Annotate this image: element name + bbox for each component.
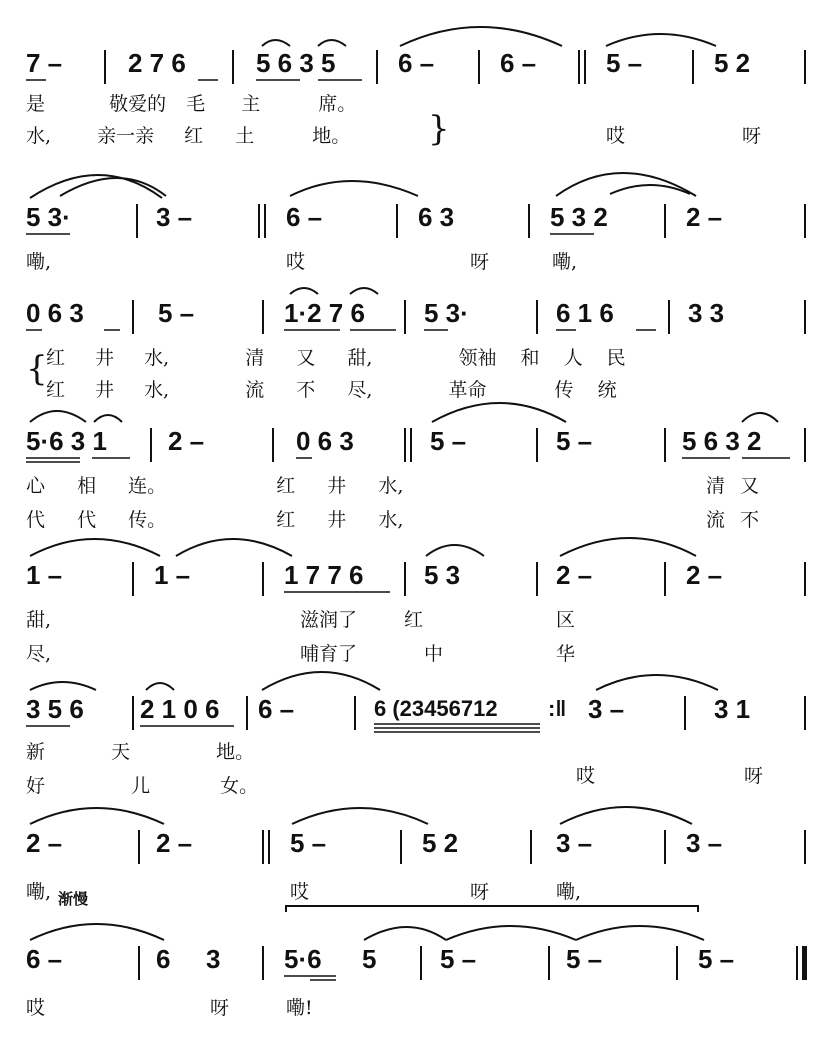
measure-4: 5 – [440, 944, 477, 974]
slur [606, 34, 716, 46]
measure-3: 5 – [290, 828, 327, 858]
slur [560, 807, 692, 824]
measure-6: 2 – [686, 202, 723, 232]
lyric-word: 嘞, [26, 881, 52, 903]
measure-6: 5 6 3 2 [682, 426, 762, 456]
lyric-word: 呀 [470, 881, 490, 903]
lyric-word: 地。 [216, 741, 255, 763]
final-barline [802, 946, 807, 980]
slur [176, 539, 292, 556]
lyric-word: 传 [554, 379, 574, 401]
lyric-word: 呀 [742, 125, 762, 147]
measure-1: 5·6 3 1 [26, 426, 107, 456]
system-8 [0, 944, 829, 1004]
barline [684, 696, 686, 730]
lyric-line-3b [46, 378, 617, 402]
lyric-word: 呀 [470, 251, 490, 273]
barline [536, 300, 538, 334]
lyric-line-3a [46, 346, 626, 370]
lyric-word: 统 [597, 379, 617, 401]
barline [664, 562, 666, 596]
lyric-line-6a [26, 740, 254, 764]
lyric-line-1a [26, 92, 356, 116]
barline [804, 428, 806, 462]
barline [268, 830, 270, 864]
barline [354, 696, 356, 730]
measure-2: 3 – [156, 202, 193, 232]
slur [446, 926, 576, 940]
measure-5: 3 – [588, 694, 625, 724]
lyric-word: 甜, [347, 347, 373, 369]
lyric-line-6b [26, 774, 258, 798]
lyric-word: 革命 [448, 379, 487, 401]
slur [576, 926, 704, 940]
slur [30, 411, 86, 422]
measure-2: 6 [156, 944, 171, 974]
slur [30, 539, 160, 556]
barline [132, 300, 134, 334]
barline [232, 50, 234, 84]
lyric-word: 心 [26, 475, 46, 497]
lyric-word: 中 [424, 643, 444, 665]
lyric-word: 清 [245, 347, 265, 369]
measure-5: 2 – [556, 560, 593, 590]
barline [136, 204, 138, 238]
measure-4: 6 – [398, 48, 435, 78]
system-2 [0, 202, 829, 262]
lyric-word: 水, [144, 347, 170, 369]
barline [262, 830, 264, 864]
slur [60, 178, 166, 196]
lyric-word: 红 [46, 379, 66, 401]
measure-4: 6 3 [418, 202, 455, 232]
slur [350, 288, 378, 294]
system-7 [0, 828, 829, 888]
lyric-word: 红 [404, 609, 424, 631]
measure-6: 2 – [686, 560, 723, 590]
brace-right: } [428, 109, 450, 149]
measure-5: 3 – [556, 828, 593, 858]
barline [410, 428, 412, 462]
lyric-word: 又 [740, 475, 760, 497]
lyric-word: 毛 [186, 93, 206, 115]
lyric-word: 井 [327, 475, 347, 497]
slur [30, 924, 164, 940]
measure-4: 5 3 [424, 560, 461, 590]
slur [560, 538, 696, 556]
measure-1: 2 – [26, 828, 63, 858]
barline [536, 428, 538, 462]
lyric-word: 好 [26, 775, 46, 797]
lyric-word: 连。 [128, 475, 167, 497]
measure-2b: 3 [206, 944, 221, 974]
measure-1: 7 – [26, 48, 63, 78]
slur [742, 413, 778, 422]
lyric-word: 井 [95, 379, 115, 401]
barline [396, 204, 398, 238]
tempo-marking: 渐慢 [58, 890, 89, 908]
measure-7: 5 2 [714, 48, 751, 78]
slur [262, 40, 290, 46]
lyric-word: 天 [111, 741, 131, 763]
measure-5: 6 – [500, 48, 537, 78]
slur [432, 403, 566, 422]
measure-4: 5 2 [422, 828, 459, 858]
measure-1: 5 3· [26, 202, 71, 232]
barline [376, 50, 378, 84]
slur [596, 675, 718, 690]
barline [804, 204, 806, 238]
measure-3: 5·6 [284, 944, 322, 974]
measure-5: 6 1 6 [556, 298, 614, 328]
lyric-word: 甜, [26, 609, 52, 631]
slur [94, 415, 122, 422]
barline [262, 946, 264, 980]
lyric-word: 嘞! [286, 997, 313, 1019]
lyric-word: 领袖 [458, 347, 497, 369]
barline [804, 696, 806, 730]
lyric-word: 哎 [576, 765, 596, 787]
lyric-word: 清 [706, 475, 726, 497]
lyric-word: 哎 [286, 251, 306, 273]
measure-5: 5 – [566, 944, 603, 974]
lyric-word: 主 [241, 93, 261, 115]
lyric-word: 女。 [220, 775, 259, 797]
lyric-word: 水, [144, 379, 170, 401]
lyric-word: 不 [296, 379, 316, 401]
lyric-word: 儿 [131, 775, 151, 797]
measure-2: 2 1 0 6 [140, 694, 220, 724]
barline [664, 204, 666, 238]
measure-5: 5 3 2 [550, 202, 608, 232]
lyric-word: 红 [276, 475, 296, 497]
lyric-line-1b [26, 124, 350, 148]
lyric-word: 尽, [347, 379, 373, 401]
lyric-word: 亲一亲 [97, 125, 155, 147]
lyric-word: 嘞, [556, 881, 582, 903]
lyric-word: 尽, [26, 643, 52, 665]
slur [400, 27, 562, 46]
measure-2: 2 7 6 [128, 48, 186, 78]
lyric-word: 华 [556, 643, 576, 665]
measure-1: 3 5 6 [26, 694, 84, 724]
lyric-line-4b [26, 508, 403, 532]
slur [30, 682, 96, 690]
slur [290, 288, 318, 294]
barline [478, 50, 480, 84]
barline [804, 50, 806, 84]
barline [664, 830, 666, 864]
lyric-word: 呀 [210, 997, 230, 1019]
lyric-word: 和 [520, 347, 540, 369]
barline [578, 50, 580, 84]
barline [536, 562, 538, 596]
slur [426, 545, 484, 556]
barline [246, 696, 248, 730]
barline [400, 830, 402, 864]
barline [262, 562, 264, 596]
measure-1: 0 6 3 [26, 298, 84, 328]
measure-3: 1 7 7 6 [284, 560, 364, 590]
barline [404, 428, 406, 462]
measure-4: 6 (23456712 [374, 696, 498, 721]
lyric-word: 区 [556, 609, 576, 631]
measure-4: 5 – [430, 426, 467, 456]
lyric-word: 井 [327, 509, 347, 531]
lyric-word: 流 [706, 509, 726, 531]
measure-3: 5 6 3 5 [256, 48, 336, 78]
final-barline [796, 946, 798, 980]
lyric-word: 席。 [318, 93, 357, 115]
barline [584, 50, 586, 84]
lyric-word: 红 [184, 125, 204, 147]
barline [150, 428, 152, 462]
measure-6: 5 – [698, 944, 735, 974]
barline [804, 830, 806, 864]
lyric-word: 哎 [290, 881, 310, 903]
slur [30, 808, 164, 824]
measure-6: 3 3 [688, 298, 725, 328]
slur [30, 175, 162, 198]
lyric-word: 水, [378, 475, 404, 497]
slur [262, 672, 380, 690]
barline [262, 300, 264, 334]
barline [404, 562, 406, 596]
lyric-word: 新 [26, 741, 46, 763]
brace-left: { [26, 349, 48, 389]
phrase-bracket [286, 906, 698, 912]
lyric-line-4a [26, 474, 403, 498]
lyric-word: 传。 [128, 509, 167, 531]
slur [556, 173, 696, 196]
barline [530, 830, 532, 864]
measure-3: 1·2 7 6 [284, 298, 365, 328]
slur [364, 927, 446, 940]
barline [804, 300, 806, 334]
lyric-word: 敬爱的 [109, 93, 167, 115]
slur [290, 181, 418, 196]
lyric-word: 水, [26, 125, 52, 147]
barline [668, 300, 670, 334]
lyric-word: 相 [77, 475, 97, 497]
lyric-word: 红 [46, 347, 66, 369]
lyric-word: 是 [26, 93, 46, 115]
lyric-word: 呀 [744, 765, 764, 787]
measure-3: 0 6 3 [296, 426, 354, 456]
lyric-word: 土 [235, 125, 255, 147]
measure-5: 5 – [556, 426, 593, 456]
lyric-word: 地。 [312, 125, 351, 147]
barline [548, 946, 550, 980]
lyric-word: 流 [245, 379, 265, 401]
measure-2: 2 – [156, 828, 193, 858]
lyric-word: 又 [296, 347, 316, 369]
barline [404, 300, 406, 334]
lyric-word: 井 [95, 347, 115, 369]
barline [664, 428, 666, 462]
barline [528, 204, 530, 238]
measure-3b: 5 [362, 944, 377, 974]
lyric-word: 哎 [26, 997, 46, 1019]
lyric-word: 代 [77, 509, 97, 531]
barline [138, 830, 140, 864]
barline [132, 562, 134, 596]
measure-3: 6 – [286, 202, 323, 232]
lyric-word: 滋润了 [300, 609, 358, 631]
measure-2: 5 – [158, 298, 195, 328]
lyric-word: 不 [740, 509, 760, 531]
barline [272, 428, 274, 462]
slur [146, 683, 174, 690]
measure-6: 5 – [606, 48, 643, 78]
measure-2: 2 – [168, 426, 205, 456]
lyric-word: 人 [563, 347, 583, 369]
lyric-word: 嘞, [26, 251, 52, 273]
barline [264, 204, 266, 238]
measure-6: 3 – [686, 828, 723, 858]
lyric-word: 哺育了 [300, 643, 358, 665]
measure-1: 6 – [26, 944, 63, 974]
measure-6: 3 1 [714, 694, 751, 724]
barline [804, 562, 806, 596]
measure-2: 1 – [154, 560, 191, 590]
barline [420, 946, 422, 980]
measure-4: 5 3· [424, 298, 469, 328]
barline [132, 696, 134, 730]
barline [138, 946, 140, 980]
barline [692, 50, 694, 84]
lyric-word: 水, [378, 509, 404, 531]
measure-1: 1 – [26, 560, 63, 590]
slur [610, 185, 690, 194]
lyric-word: 民 [606, 347, 626, 369]
lyric-word: 红 [276, 509, 296, 531]
lyric-word: 哎 [606, 125, 626, 147]
repeat-sign: :‖ [548, 696, 567, 721]
measure-3: 6 – [258, 694, 295, 724]
barline [676, 946, 678, 980]
slur [318, 40, 346, 46]
lyric-word: 嘞, [552, 251, 578, 273]
barline [258, 204, 260, 238]
slur [292, 808, 428, 824]
barline [104, 50, 106, 84]
lyric-word: 代 [26, 509, 46, 531]
